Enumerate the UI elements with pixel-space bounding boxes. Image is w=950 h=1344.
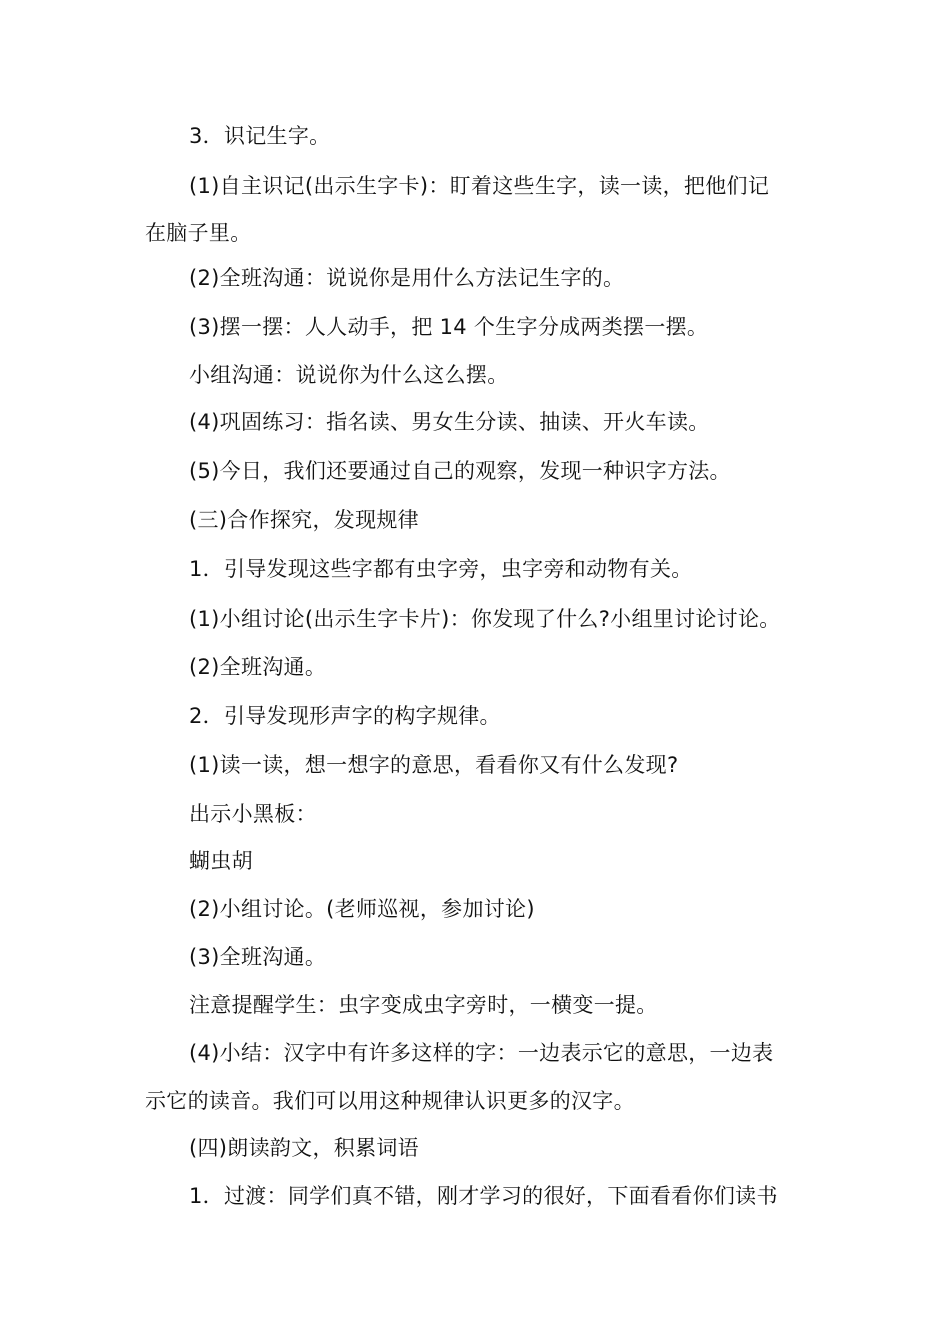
- step-3-heading: 3．识记生字。: [189, 124, 331, 148]
- paragraph-summary-cont: 示它的读音。我们可以用这种规律认识更多的汉字。: [145, 1089, 635, 1113]
- paragraph-self-memorize: (1)自主识记(出示生字卡)：盯着这些生字，读一读，把他们记: [189, 174, 770, 198]
- paragraph-summary: (4)小结：汉字中有许多这样的字：一边表示它的意思，一边表: [189, 1041, 774, 1065]
- paragraph-group-discuss-2: (2)小组讨论。(老师巡视，参加讨论): [189, 897, 535, 921]
- step-2-heading: 2．引导发现形声字的构字规律。: [189, 704, 501, 728]
- paragraph-read-think: (1)读一读，想一想字的意思，看看你又有什么发现?: [189, 753, 679, 777]
- paragraph-class-share-2: (2)全班沟通。: [189, 655, 327, 679]
- paragraph-blackboard: 出示小黑板：: [189, 802, 317, 826]
- paragraph-reminder: 注意提醒学生：虫字变成虫字旁时，一横变一提。: [189, 993, 658, 1017]
- paragraph-today: (5)今日，我们还要通过自己的观察，发现一种识字方法。: [189, 459, 731, 483]
- paragraph-arrange: (3)摆一摆：人人动手，把 14 个生字分成两类摆一摆。: [189, 315, 709, 339]
- step-1-heading: 1．引导发现这些字都有虫字旁，虫字旁和动物有关。: [189, 557, 693, 581]
- paragraph-practice: (4)巩固练习：指名读、男女生分读、抽读、开火车读。: [189, 410, 710, 434]
- paragraph-characters: 蝴虫胡: [189, 849, 253, 873]
- section-4-heading: (四)朗读韵文，积累词语: [189, 1136, 419, 1160]
- paragraph-transition: 1．过渡：同学们真不错，刚才学习的很好，下面看看你们读书: [189, 1184, 778, 1208]
- section-3-heading: (三)合作探究，发现规律: [189, 508, 419, 532]
- paragraph-group-discuss: (1)小组讨论(出示生字卡片)：你发现了什么?小组里讨论讨论。: [189, 607, 781, 631]
- paragraph-class-share-3: (3)全班沟通。: [189, 945, 327, 969]
- paragraph-self-memorize-cont: 在脑子里。: [145, 221, 252, 245]
- paragraph-group-share: 小组沟通：说说你为什么这么摆。: [189, 363, 509, 387]
- paragraph-class-share: (2)全班沟通：说说你是用什么方法记生字的。: [189, 266, 625, 290]
